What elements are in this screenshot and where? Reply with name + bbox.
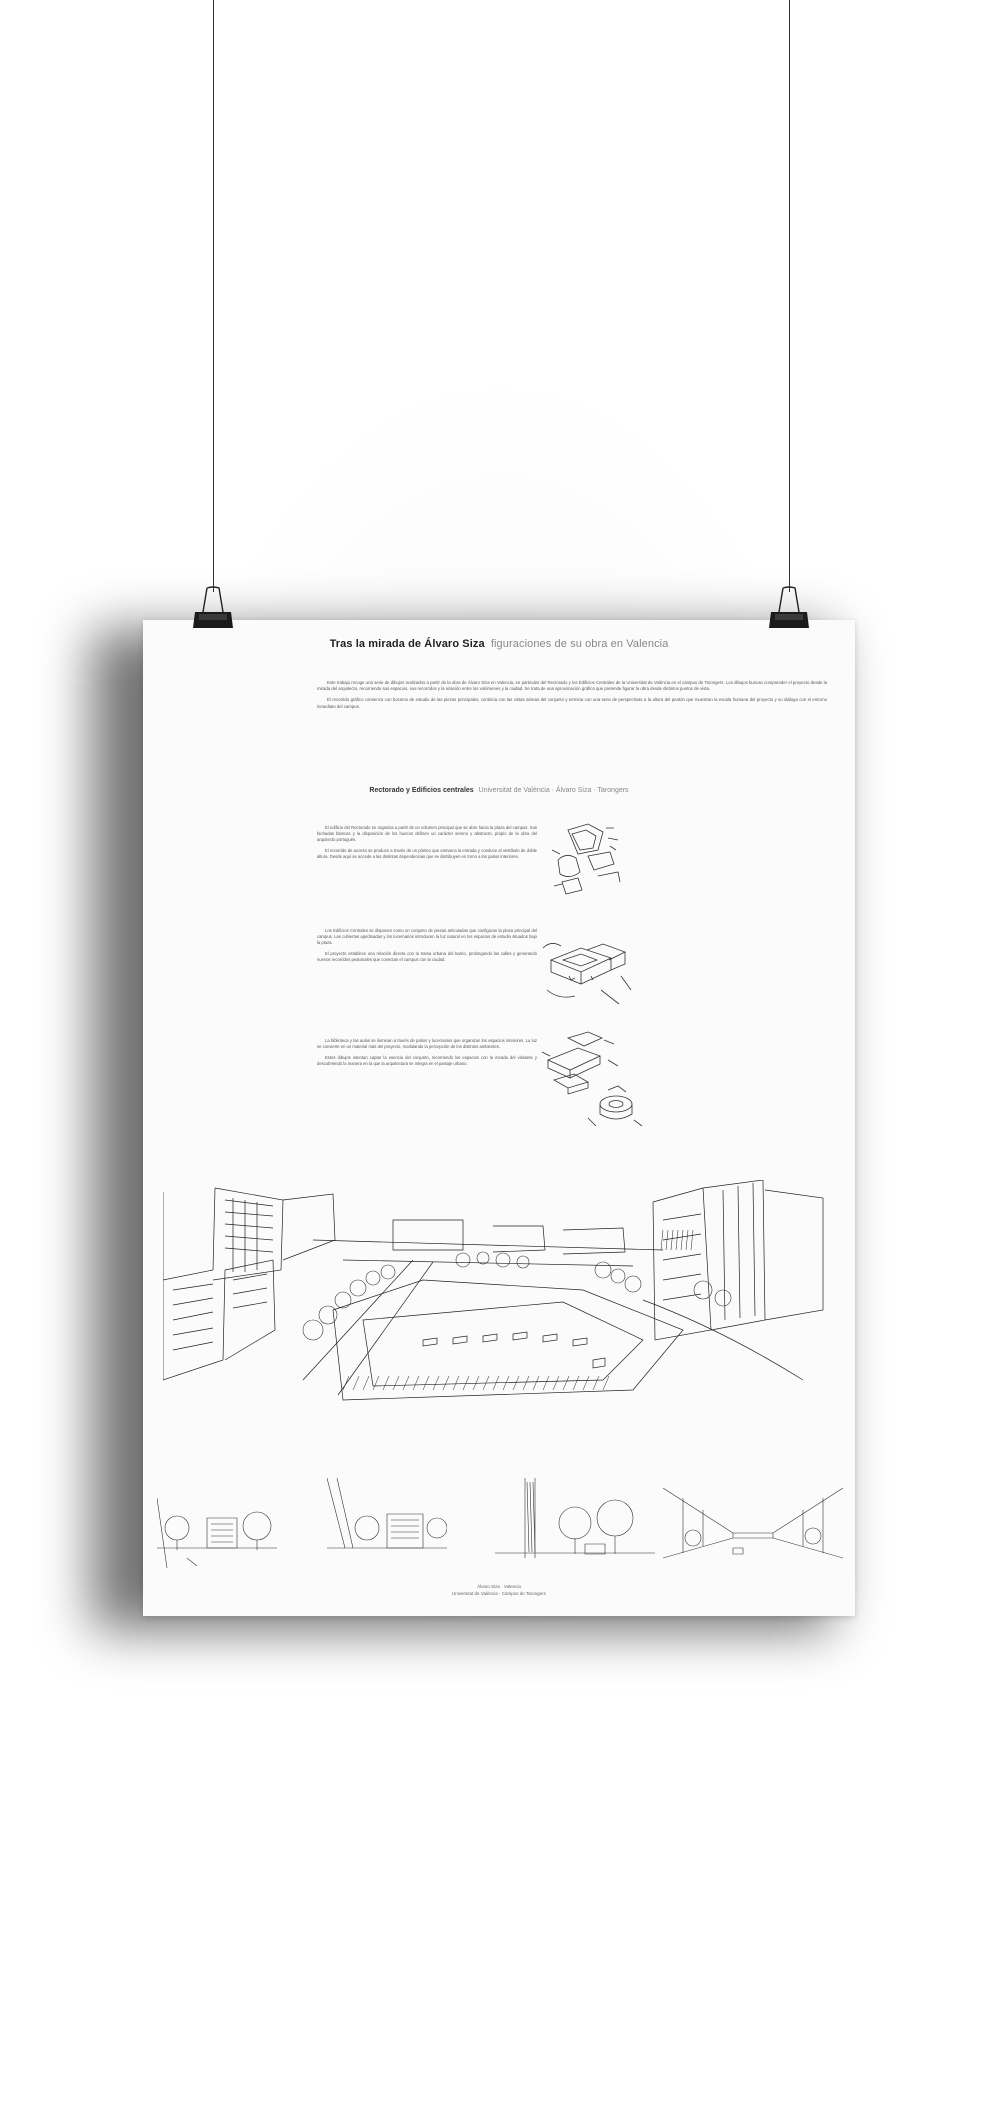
credits-line-2: Universitat de València · Campus de Tarongers: [452, 1591, 546, 1596]
credits-line-1: Álvaro Siza · Valencia: [477, 1584, 521, 1589]
text-paragraph: Los Edificios Centrales se disponen como un conjunto de piezas articuladas que configuran la plaza principal del campus. Las cubiertas ajardinadas y los lucernarios introducen la luz natural en los espacios de estudio situados bajo la plaza.: [317, 928, 537, 945]
campus-aerial-perspective: [163, 1180, 835, 1405]
text-paragraph: El edificio del Rectorado se organiza a partir de un volumen principal que se abre hacia la plaza del campus. Sus fachadas blancas y la disposición de los huecos definen un carácter sereno y abstracto, propio de la obra del arquitecto portugués.: [317, 825, 537, 842]
sketch-library-axonometric: [538, 1030, 648, 1135]
poster: [143, 620, 855, 1616]
street-view-sketch-4: [663, 1478, 843, 1568]
hanging-wire-right: [789, 0, 790, 592]
text-block-3: [317, 1038, 537, 1072]
street-view-sketch-3: [495, 1478, 655, 1568]
intro-paragraph: Este trabajo recoge una serie de dibujos realizados a partir de la obra de Álvaro Siza en Valencia, en particular del Rectorado y los Edificios Centrales de la Universitat de València en el campus de Tarongers. Los dibujos buscan comprender el proyecto desde la mirada del arquitecto, recorriendo sus espacios, sus recorridos y la relación entre los volúmenes y la ciudad. Se trata de una aproximación gráfica que pretende figurar la obra desde distintos puntos de vista.: [317, 680, 827, 692]
text-block-1: [317, 825, 537, 865]
sketch-central-buildings: [541, 930, 636, 1010]
section-title: [143, 787, 855, 794]
text-paragraph: El recorrido de acceso se produce a través de un pórtico que enmarca la entrada y conduce al vestíbulo de doble altura. Desde aquí se accede a las distintas dependencias que se distribuyen en torno a los patios interiores.: [317, 848, 537, 859]
title-main: Tras la mirada de Álvaro Siza: [329, 638, 485, 650]
sketch-rectorado-plan: [548, 820, 628, 900]
street-view-sketch-1: [157, 1478, 277, 1568]
intro-paragraph: El recorrido gráfico comienza con bocetos de estudio de las piezas principales, continúa con las vistas aéreas del conjunto y termina con una serie de perspectivas a la altura del peatón que muestran la escala humana del proyecto y su diálogo con el entorno inmediato del campus.: [317, 697, 827, 709]
text-block-2: [317, 928, 537, 968]
section-title-bold: Rectorado y Edificios centrales: [369, 787, 474, 794]
poster-title: [143, 638, 855, 650]
hanging-wire-left: [213, 0, 214, 592]
text-paragraph: La biblioteca y las aulas se iluminan a través de patios y lucernarios que organizan los espacios interiores. La luz se convierte en un material más del proyecto, modulando la percepción de los distintos ambientes.: [317, 1038, 537, 1049]
section-title-light: Universitat de València · Álvaro Siza · Tarongers: [478, 787, 629, 794]
text-paragraph: El proyecto establece una relación directa con la trama urbana del barrio, prolongando las calles y generando nuevos recorridos peatonales que conectan el campus con la ciudad.: [317, 951, 537, 962]
street-view-sketch-2: [327, 1478, 447, 1568]
text-paragraph: Estos dibujos intentan captar la esencia del conjunto, recorriendo los espacios con la mirada del visitante y descubriendo la manera en la que la arquitectura se integra en el paisaje urbano.: [317, 1055, 537, 1066]
binder-clip-icon: [193, 586, 233, 636]
binder-clip-icon: [769, 586, 809, 636]
intro-text: [317, 680, 827, 715]
title-sub: figuraciones de su obra en Valencia: [490, 638, 669, 650]
credits: [143, 1583, 855, 1597]
